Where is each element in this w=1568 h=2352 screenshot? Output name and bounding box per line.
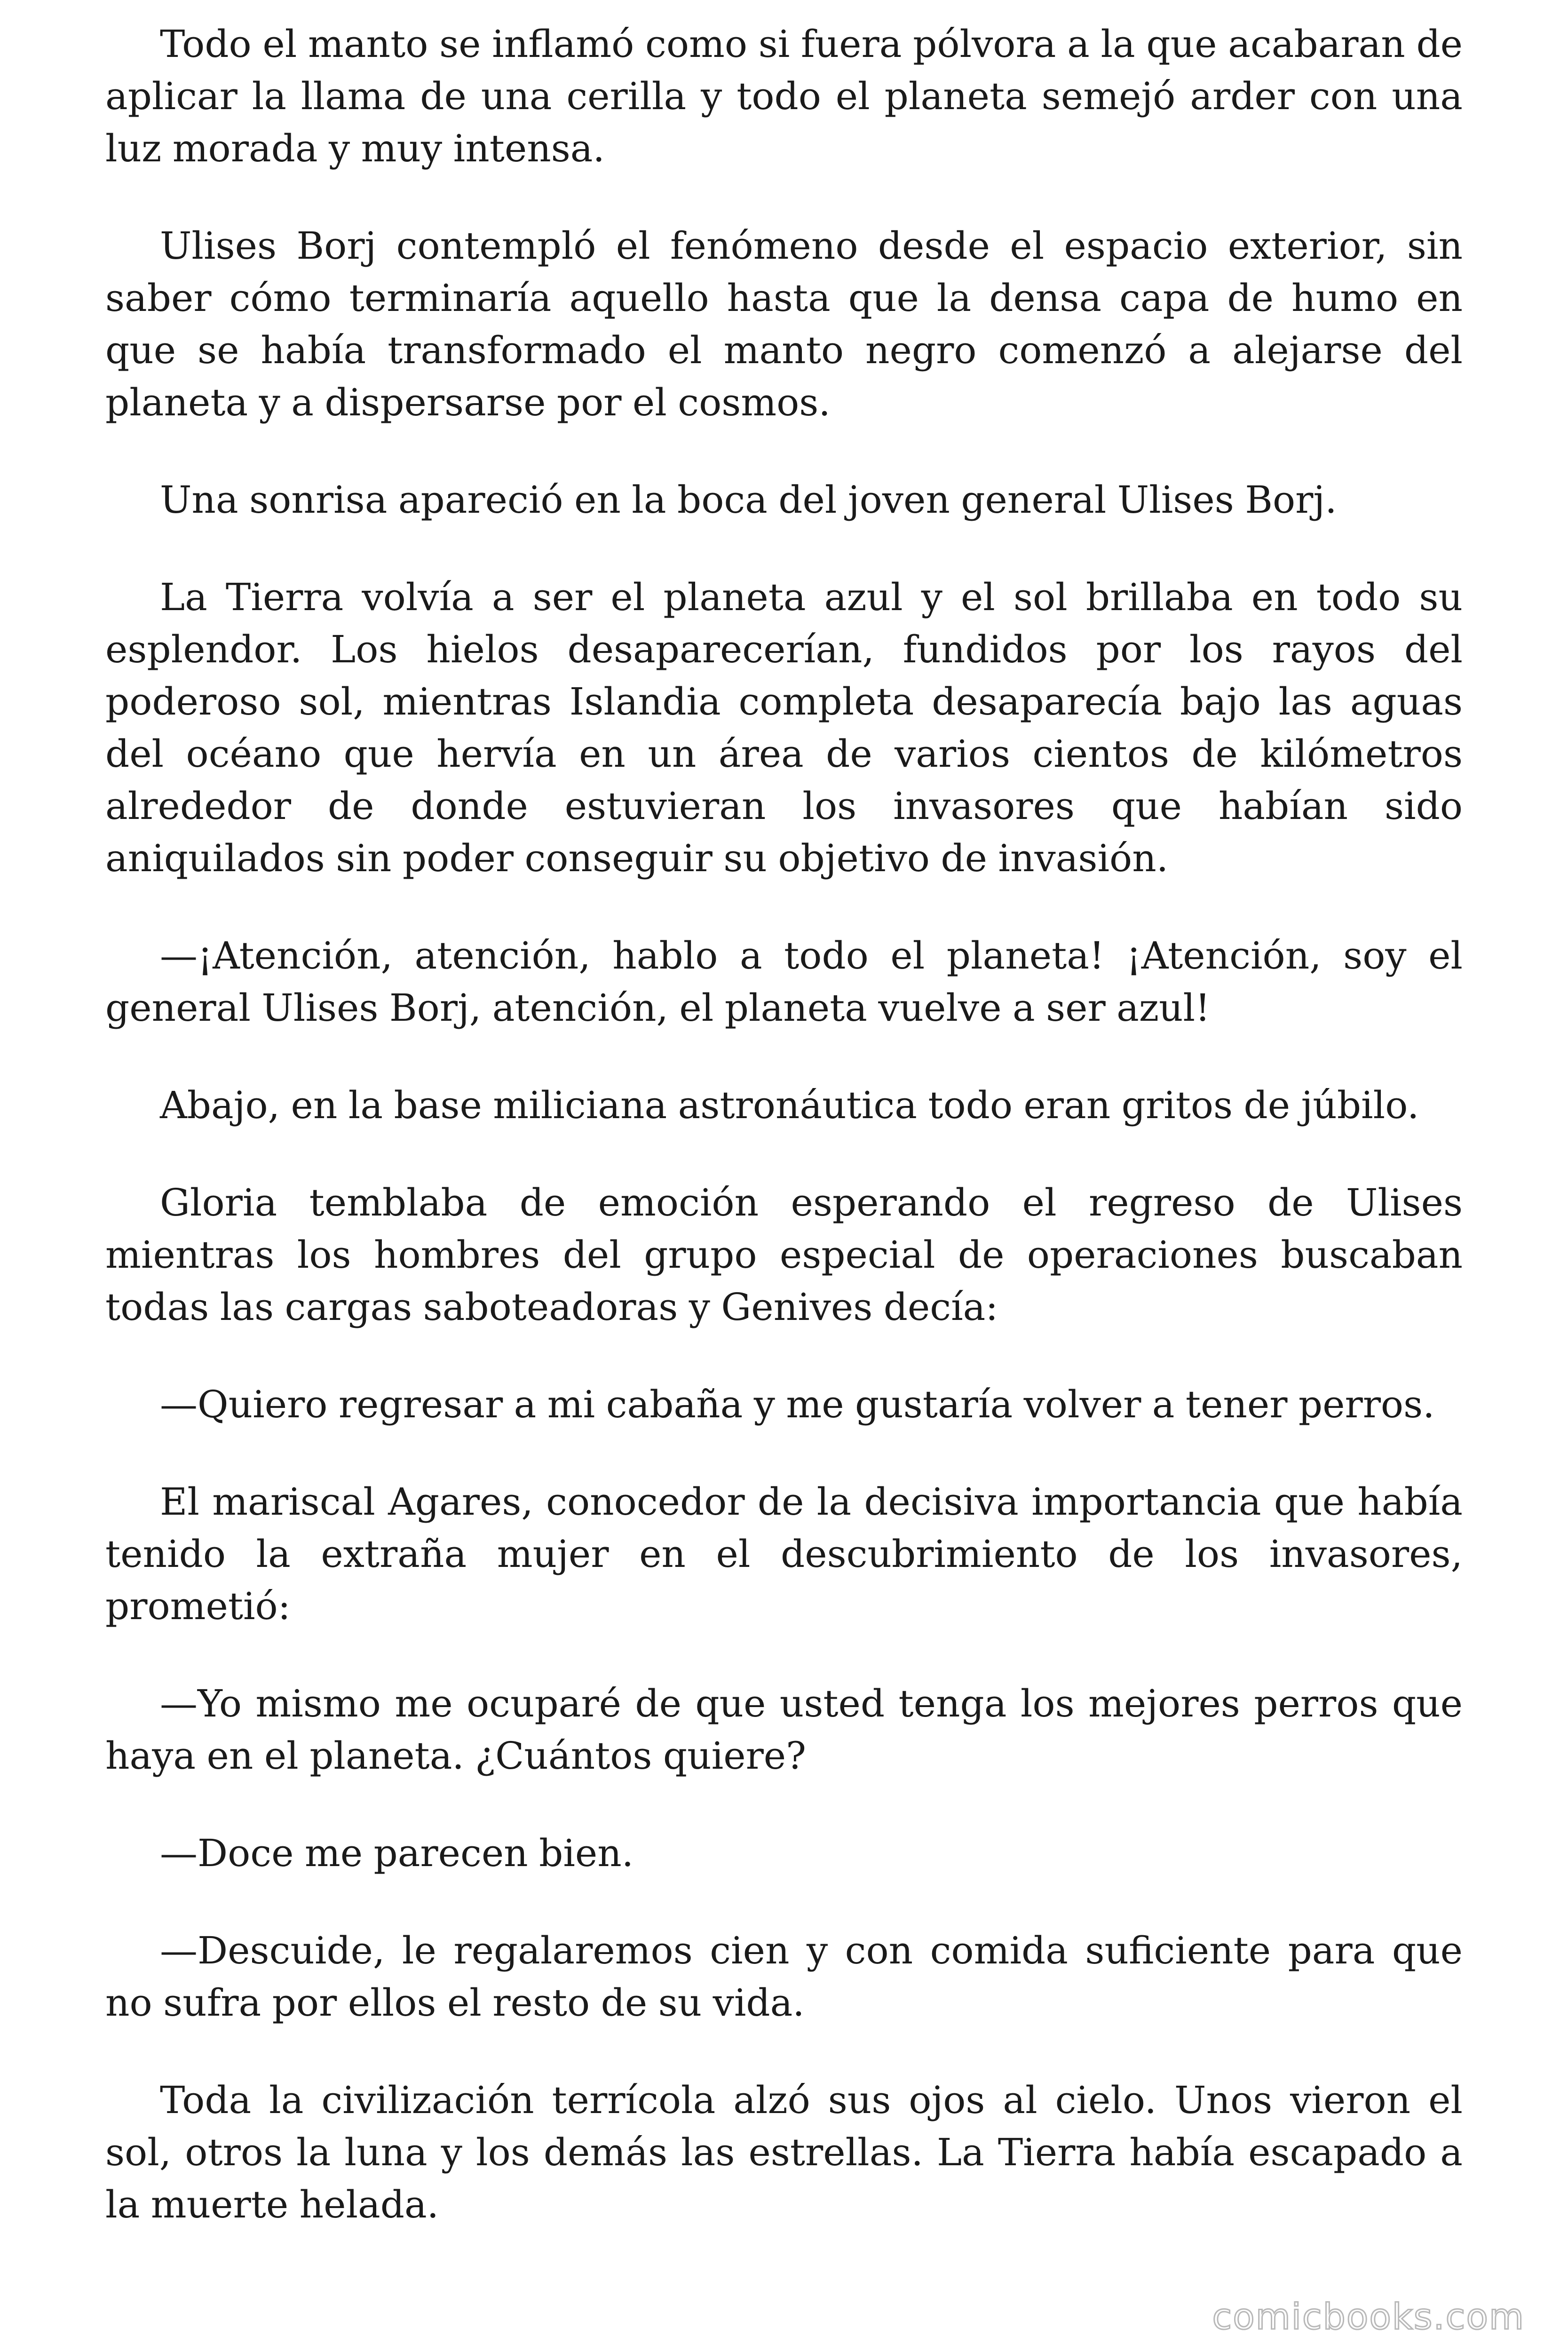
paragraph-3: Una sonrisa apareció en la boca del joven general Ulises Borj.	[160, 478, 1337, 522]
paragraph-4: La Tierra volvía a ser el planeta azul y el sol brillaba en todo su esplendor. Los hielos desaparecerían, fundidos por los rayos del poderoso sol, mientras Islandia completa desaparecía bajo las aguas del océano que hervía en un área de varios cientos de kilómetros alrededor de donde estuvieran los invasores que habían sido aniquilados sin poder conseguir su objetivo de invasión.	[105, 575, 1463, 880]
paragraph-5: —¡Atención, atención, hablo a todo el planeta! ¡Atención, soy el general Ulises Borj, atención, el planeta vuelve a ser azul!	[105, 934, 1463, 1030]
paragraph-9: El mariscal Agares, conocedor de la decisiva importancia que había tenido la extraña mujer en el descubrimiento de los invasores, prometió:	[105, 1480, 1463, 1628]
paragraph-1: Todo el manto se inflamó como si fuera pólvora a la que acabaran de aplicar la llama de una cerilla y todo el planeta semejó arder con una luz morada y muy intensa.	[105, 22, 1463, 170]
paragraph-13: Toda la civilización terrícola alzó sus ojos al cielo. Unos vieron el sol, otros la luna y los demás las estrellas. La Tierra había escapado a la muerte helada.	[105, 2078, 1463, 2226]
paragraph-11: —Doce me parecen bien.	[160, 1831, 634, 1875]
paragraph-10: —Yo mismo me ocuparé de que usted tenga los mejores perros que haya en el planeta. ¿Cuántos quiere?	[105, 1682, 1463, 1778]
paragraph-8: —Quiero regresar a mi cabaña y me gustaría volver a tener perros.	[160, 1383, 1435, 1426]
paragraph-12: —Descuide, le regalaremos cien y con comida suficiente para que no sufra por ellos el resto de su vida.	[105, 1929, 1463, 2025]
watermark-text: comicbooks.com	[1212, 2296, 1525, 2337]
paragraph-2: Ulises Borj contempló el fenómeno desde el espacio exterior, sin saber cómo terminaría aquello hasta que la densa capa de humo en que se había transformado el manto negro comenzó a alejarse del planeta y a dispersarse por el cosmos.	[105, 224, 1463, 424]
paragraph-7: Gloria temblaba de emoción esperando el regreso de Ulises mientras los hombres del grupo especial de operaciones buscaban todas las cargas saboteadoras y Genives decía:	[105, 1181, 1463, 1329]
paragraph-6: Abajo, en la base miliciana astronáutica todo eran gritos de júbilo.	[160, 1083, 1419, 1127]
text-block	[105, 18, 1463, 2231]
